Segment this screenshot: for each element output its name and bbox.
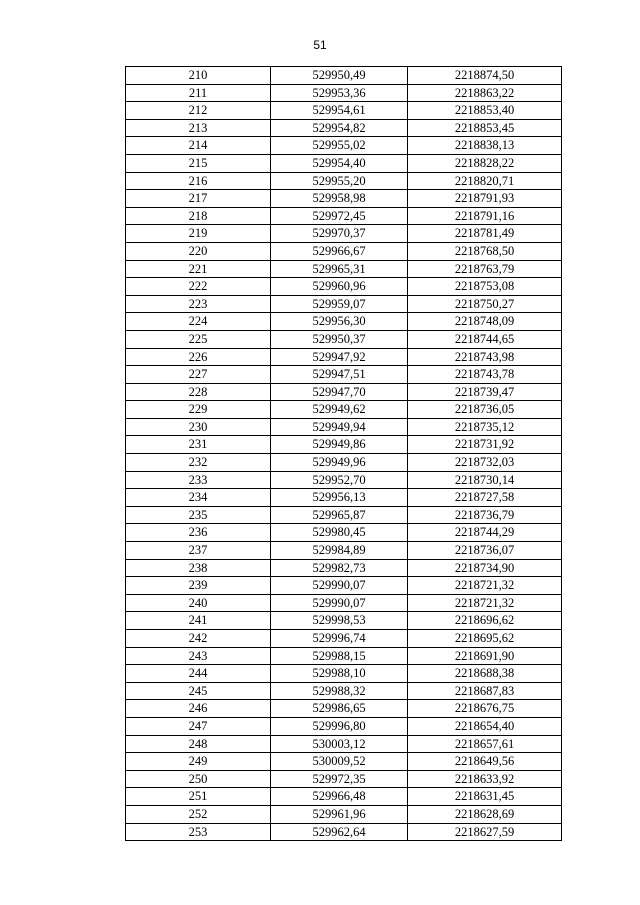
y-coordinate-cell: 2218828,22 <box>408 154 562 172</box>
point-number-cell: 250 <box>126 770 271 788</box>
x-coordinate-cell: 529949,96 <box>271 454 408 472</box>
y-coordinate-cell: 2218657,61 <box>408 735 562 753</box>
point-number-cell: 220 <box>126 242 271 260</box>
table-row <box>126 454 562 472</box>
x-coordinate-cell: 529950,37 <box>271 330 408 348</box>
table-row <box>126 295 562 313</box>
point-number-cell: 211 <box>126 84 271 102</box>
x-coordinate-cell: 529984,89 <box>271 542 408 560</box>
point-number-cell: 218 <box>126 207 271 225</box>
x-coordinate-cell: 529982,73 <box>271 559 408 577</box>
table-row <box>126 313 562 331</box>
coordinates-table-body <box>126 67 562 841</box>
y-coordinate-cell: 2218676,75 <box>408 700 562 718</box>
y-coordinate-cell: 2218743,98 <box>408 348 562 366</box>
table-row <box>126 682 562 700</box>
table-row <box>126 735 562 753</box>
point-number-cell: 227 <box>126 366 271 384</box>
page-number: 51 <box>313 38 327 52</box>
table-row <box>126 436 562 454</box>
table-row <box>126 823 562 841</box>
table-row <box>126 190 562 208</box>
point-number-cell: 229 <box>126 401 271 419</box>
point-number-cell: 242 <box>126 630 271 648</box>
x-coordinate-cell: 529947,92 <box>271 348 408 366</box>
table-row <box>126 260 562 278</box>
y-coordinate-cell: 2218730,14 <box>408 471 562 489</box>
y-coordinate-cell: 2218721,32 <box>408 577 562 595</box>
x-coordinate-cell: 529965,87 <box>271 506 408 524</box>
coordinates-table <box>125 66 562 841</box>
x-coordinate-cell: 529998,53 <box>271 612 408 630</box>
x-coordinate-cell: 529947,70 <box>271 383 408 401</box>
point-number-cell: 234 <box>126 489 271 507</box>
x-coordinate-cell: 529966,67 <box>271 242 408 260</box>
y-coordinate-cell: 2218791,16 <box>408 207 562 225</box>
x-coordinate-cell: 529954,40 <box>271 154 408 172</box>
point-number-cell: 214 <box>126 137 271 155</box>
point-number-cell: 232 <box>126 454 271 472</box>
table-row <box>126 418 562 436</box>
table-row <box>126 665 562 683</box>
point-number-cell: 219 <box>126 225 271 243</box>
y-coordinate-cell: 2218750,27 <box>408 295 562 313</box>
x-coordinate-cell: 529988,10 <box>271 665 408 683</box>
point-number-cell: 247 <box>126 717 271 735</box>
y-coordinate-cell: 2218768,50 <box>408 242 562 260</box>
point-number-cell: 235 <box>126 506 271 524</box>
point-number-cell: 226 <box>126 348 271 366</box>
table-row <box>126 119 562 137</box>
table-row <box>126 770 562 788</box>
y-coordinate-cell: 2218874,50 <box>408 67 562 85</box>
x-coordinate-cell: 529980,45 <box>271 524 408 542</box>
x-coordinate-cell: 529970,37 <box>271 225 408 243</box>
y-coordinate-cell: 2218731,92 <box>408 436 562 454</box>
point-number-cell: 240 <box>126 594 271 612</box>
x-coordinate-cell: 530009,52 <box>271 753 408 771</box>
y-coordinate-cell: 2218736,05 <box>408 401 562 419</box>
point-number-cell: 213 <box>126 119 271 137</box>
x-coordinate-cell: 529996,80 <box>271 717 408 735</box>
y-coordinate-cell: 2218853,45 <box>408 119 562 137</box>
point-number-cell: 231 <box>126 436 271 454</box>
point-number-cell: 251 <box>126 788 271 806</box>
x-coordinate-cell: 529962,64 <box>271 823 408 841</box>
y-coordinate-cell: 2218649,56 <box>408 753 562 771</box>
point-number-cell: 217 <box>126 190 271 208</box>
table-row <box>126 84 562 102</box>
y-coordinate-cell: 2218628,69 <box>408 805 562 823</box>
x-coordinate-cell: 529947,51 <box>271 366 408 384</box>
point-number-cell: 225 <box>126 330 271 348</box>
table-row <box>126 154 562 172</box>
point-number-cell: 230 <box>126 418 271 436</box>
table-row <box>126 348 562 366</box>
point-number-cell: 216 <box>126 172 271 190</box>
y-coordinate-cell: 2218739,47 <box>408 383 562 401</box>
table-row <box>126 401 562 419</box>
table-row <box>126 172 562 190</box>
table-row <box>126 542 562 560</box>
point-number-cell: 252 <box>126 805 271 823</box>
y-coordinate-cell: 2218691,90 <box>408 647 562 665</box>
table-row <box>126 506 562 524</box>
y-coordinate-cell: 2218695,62 <box>408 630 562 648</box>
x-coordinate-cell: 529988,15 <box>271 647 408 665</box>
table-row <box>126 225 562 243</box>
table-row <box>126 383 562 401</box>
y-coordinate-cell: 2218781,49 <box>408 225 562 243</box>
y-coordinate-cell: 2218654,40 <box>408 717 562 735</box>
y-coordinate-cell: 2218863,22 <box>408 84 562 102</box>
point-number-cell: 210 <box>126 67 271 85</box>
table-row <box>126 137 562 155</box>
point-number-cell: 239 <box>126 577 271 595</box>
y-coordinate-cell: 2218753,08 <box>408 278 562 296</box>
point-number-cell: 212 <box>126 102 271 120</box>
table-row <box>126 471 562 489</box>
table-row <box>126 717 562 735</box>
x-coordinate-cell: 529955,02 <box>271 137 408 155</box>
x-coordinate-cell: 529961,96 <box>271 805 408 823</box>
point-number-cell: 244 <box>126 665 271 683</box>
y-coordinate-cell: 2218838,13 <box>408 137 562 155</box>
point-number-cell: 243 <box>126 647 271 665</box>
table-row <box>126 788 562 806</box>
x-coordinate-cell: 529956,30 <box>271 313 408 331</box>
point-number-cell: 238 <box>126 559 271 577</box>
x-coordinate-cell: 529958,98 <box>271 190 408 208</box>
y-coordinate-cell: 2218721,32 <box>408 594 562 612</box>
point-number-cell: 224 <box>126 313 271 331</box>
point-number-cell: 241 <box>126 612 271 630</box>
x-coordinate-cell: 529954,82 <box>271 119 408 137</box>
x-coordinate-cell: 529960,96 <box>271 278 408 296</box>
y-coordinate-cell: 2218791,93 <box>408 190 562 208</box>
table-row <box>126 594 562 612</box>
point-number-cell: 237 <box>126 542 271 560</box>
table-row <box>126 612 562 630</box>
x-coordinate-cell: 529950,49 <box>271 67 408 85</box>
y-coordinate-cell: 2218748,09 <box>408 313 562 331</box>
table-row <box>126 242 562 260</box>
y-coordinate-cell: 2218627,59 <box>408 823 562 841</box>
table-row <box>126 577 562 595</box>
y-coordinate-cell: 2218736,07 <box>408 542 562 560</box>
point-number-cell: 236 <box>126 524 271 542</box>
y-coordinate-cell: 2218732,03 <box>408 454 562 472</box>
y-coordinate-cell: 2218727,58 <box>408 489 562 507</box>
y-coordinate-cell: 2218696,62 <box>408 612 562 630</box>
x-coordinate-cell: 529988,32 <box>271 682 408 700</box>
x-coordinate-cell: 529949,94 <box>271 418 408 436</box>
point-number-cell: 221 <box>126 260 271 278</box>
table-row <box>126 647 562 665</box>
x-coordinate-cell: 529949,86 <box>271 436 408 454</box>
point-number-cell: 246 <box>126 700 271 718</box>
y-coordinate-cell: 2218853,40 <box>408 102 562 120</box>
point-number-cell: 253 <box>126 823 271 841</box>
point-number-cell: 245 <box>126 682 271 700</box>
table-row <box>126 524 562 542</box>
x-coordinate-cell: 530003,12 <box>271 735 408 753</box>
y-coordinate-cell: 2218688,38 <box>408 665 562 683</box>
x-coordinate-cell: 529955,20 <box>271 172 408 190</box>
point-number-cell: 249 <box>126 753 271 771</box>
y-coordinate-cell: 2218743,78 <box>408 366 562 384</box>
table-row <box>126 559 562 577</box>
table-row <box>126 489 562 507</box>
y-coordinate-cell: 2218736,79 <box>408 506 562 524</box>
x-coordinate-cell: 529986,65 <box>271 700 408 718</box>
x-coordinate-cell: 529959,07 <box>271 295 408 313</box>
y-coordinate-cell: 2218633,92 <box>408 770 562 788</box>
point-number-cell: 215 <box>126 154 271 172</box>
x-coordinate-cell: 529952,70 <box>271 471 408 489</box>
x-coordinate-cell: 529954,61 <box>271 102 408 120</box>
point-number-cell: 248 <box>126 735 271 753</box>
y-coordinate-cell: 2218735,12 <box>408 418 562 436</box>
table-row <box>126 207 562 225</box>
table-row <box>126 366 562 384</box>
x-coordinate-cell: 529949,62 <box>271 401 408 419</box>
x-coordinate-cell: 529990,07 <box>271 594 408 612</box>
y-coordinate-cell: 2218734,90 <box>408 559 562 577</box>
x-coordinate-cell: 529972,35 <box>271 770 408 788</box>
point-number-cell: 222 <box>126 278 271 296</box>
y-coordinate-cell: 2218687,83 <box>408 682 562 700</box>
point-number-cell: 223 <box>126 295 271 313</box>
x-coordinate-cell: 529953,36 <box>271 84 408 102</box>
x-coordinate-cell: 529956,13 <box>271 489 408 507</box>
x-coordinate-cell: 529996,74 <box>271 630 408 648</box>
table-row <box>126 700 562 718</box>
table-row <box>126 630 562 648</box>
y-coordinate-cell: 2218763,79 <box>408 260 562 278</box>
x-coordinate-cell: 529990,07 <box>271 577 408 595</box>
y-coordinate-cell: 2218820,71 <box>408 172 562 190</box>
point-number-cell: 228 <box>126 383 271 401</box>
table-row <box>126 330 562 348</box>
x-coordinate-cell: 529966,48 <box>271 788 408 806</box>
table-row <box>126 753 562 771</box>
x-coordinate-cell: 529972,45 <box>271 207 408 225</box>
y-coordinate-cell: 2218744,29 <box>408 524 562 542</box>
table-row <box>126 67 562 85</box>
x-coordinate-cell: 529965,31 <box>271 260 408 278</box>
point-number-cell: 233 <box>126 471 271 489</box>
table-row <box>126 805 562 823</box>
y-coordinate-cell: 2218631,45 <box>408 788 562 806</box>
table-row <box>126 278 562 296</box>
table-row <box>126 102 562 120</box>
y-coordinate-cell: 2218744,65 <box>408 330 562 348</box>
